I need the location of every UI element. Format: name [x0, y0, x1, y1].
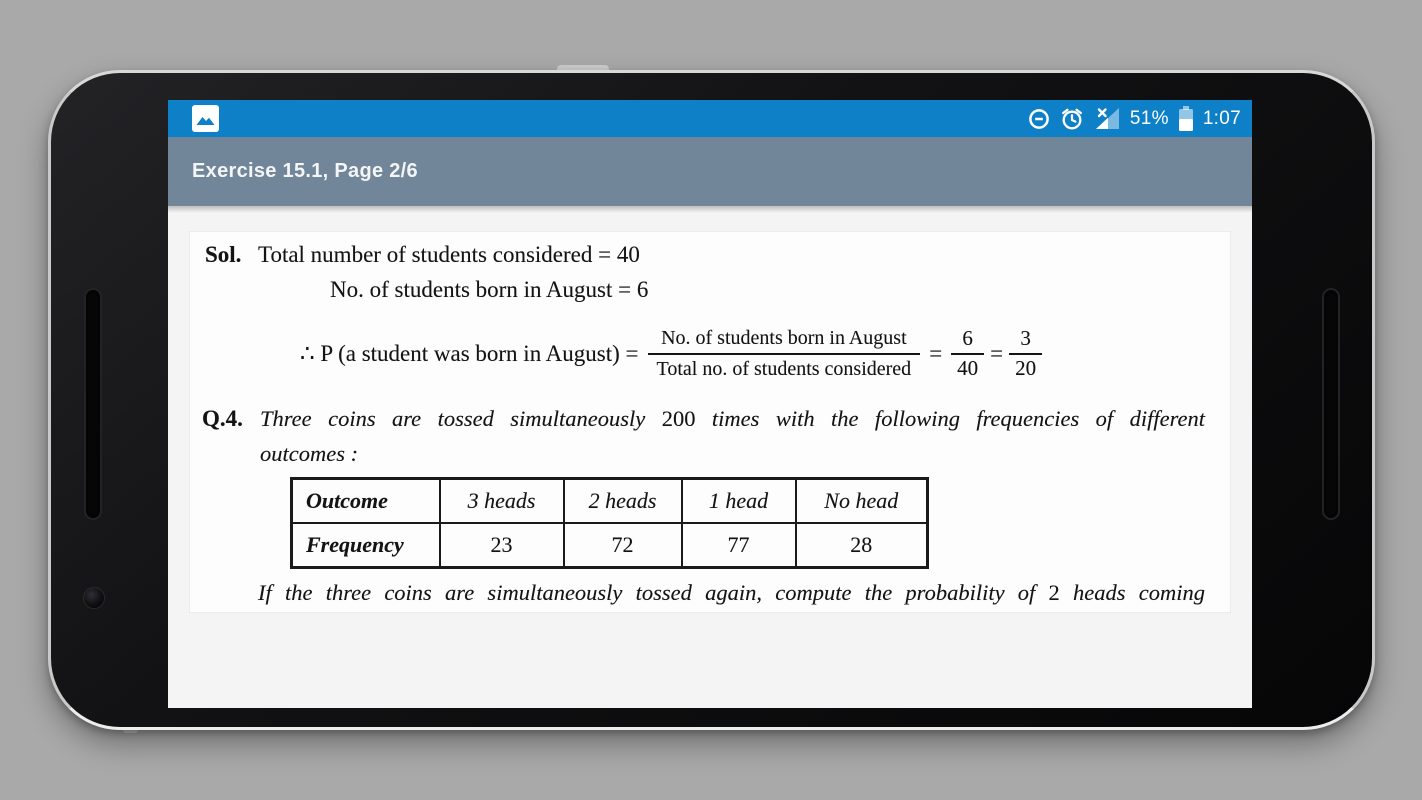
fraction-3-20-num: 3: [1020, 326, 1031, 351]
question-label: Q.4.: [202, 406, 243, 431]
fraction-6-40-den: 40: [951, 353, 984, 381]
table-cell-frequency-label: Frequency: [292, 523, 440, 568]
question-line-1: [260, 406, 1205, 432]
cell-signal-no-internet-icon: [1093, 106, 1121, 131]
fraction-6-40-num: 6: [962, 326, 973, 351]
solution-label: Sol.: [205, 242, 242, 267]
app-bar-shadow: [168, 206, 1252, 213]
status-bar: [168, 100, 1252, 137]
table-cell-freq-28: 28: [796, 523, 928, 568]
frequency-table: [290, 477, 929, 569]
closing-line-post: heads coming: [1073, 580, 1205, 605]
equation-main-fraction: [648, 327, 921, 381]
battery-percent-label: 51%: [1129, 107, 1169, 129]
do-not-disturb-icon: [1027, 107, 1051, 131]
table-header-row: [292, 479, 928, 523]
table-cell-freq-72: 72: [564, 523, 682, 568]
speaker-grille-right: [1322, 288, 1340, 520]
solution-line-2: No. of students born in August = 6: [330, 277, 649, 302]
table-cell-freq-77: 77: [682, 523, 796, 568]
speaker-grille-left: [84, 288, 102, 520]
clock-label: 1:07: [1202, 107, 1241, 129]
equals-sign-2: =: [990, 341, 1004, 366]
equals-sign-1: =: [929, 341, 943, 366]
image-notification-icon: [192, 105, 219, 132]
app-bar: [168, 137, 1252, 206]
closing-line-pre: If the three coins are simultaneously tossed again, compute the probability of: [258, 580, 1036, 605]
question-line-1-pre: Three coins are tossed simultaneously: [260, 406, 646, 431]
alarm-icon: [1060, 107, 1084, 131]
question-line-1-number: 200: [661, 406, 696, 431]
closing-line: [258, 580, 1205, 606]
question-line-2: outcomes :: [260, 441, 359, 466]
table-header-2-heads: 2 heads: [564, 479, 682, 523]
table-frequency-row: [292, 523, 928, 568]
closing-line-number: 2: [1048, 580, 1060, 605]
fraction-3-20: [1009, 327, 1042, 380]
document-page[interactable]: [190, 232, 1230, 612]
table-cell-freq-23: 23: [440, 523, 564, 568]
fraction-numerator: No. of students born in August: [661, 326, 907, 349]
table-header-3-heads: 3 heads: [440, 479, 564, 523]
table-header-1-head: 1 head: [682, 479, 796, 523]
fraction-3-20-den: 20: [1009, 353, 1042, 381]
page-title: Exercise 15.1, Page 2/6: [192, 160, 418, 182]
fraction-6-40: [951, 327, 984, 380]
front-camera: [83, 587, 105, 609]
probability-equation: [300, 322, 1042, 386]
question-line-1-post: times with the following frequencies of different: [711, 406, 1206, 431]
battery-icon: [1178, 106, 1194, 132]
solution-line-1: Total number of students considered = 40: [258, 242, 640, 267]
table-header-no-head: No head: [796, 479, 928, 523]
equation-lead-text: ∴ P (a student was born in August) =: [300, 341, 639, 366]
table-header-outcome: Outcome: [292, 479, 440, 523]
status-bar-right-icons: [1027, 106, 1241, 132]
fraction-denominator: Total no. of students considered: [648, 353, 921, 381]
phone-screen: [168, 100, 1252, 708]
